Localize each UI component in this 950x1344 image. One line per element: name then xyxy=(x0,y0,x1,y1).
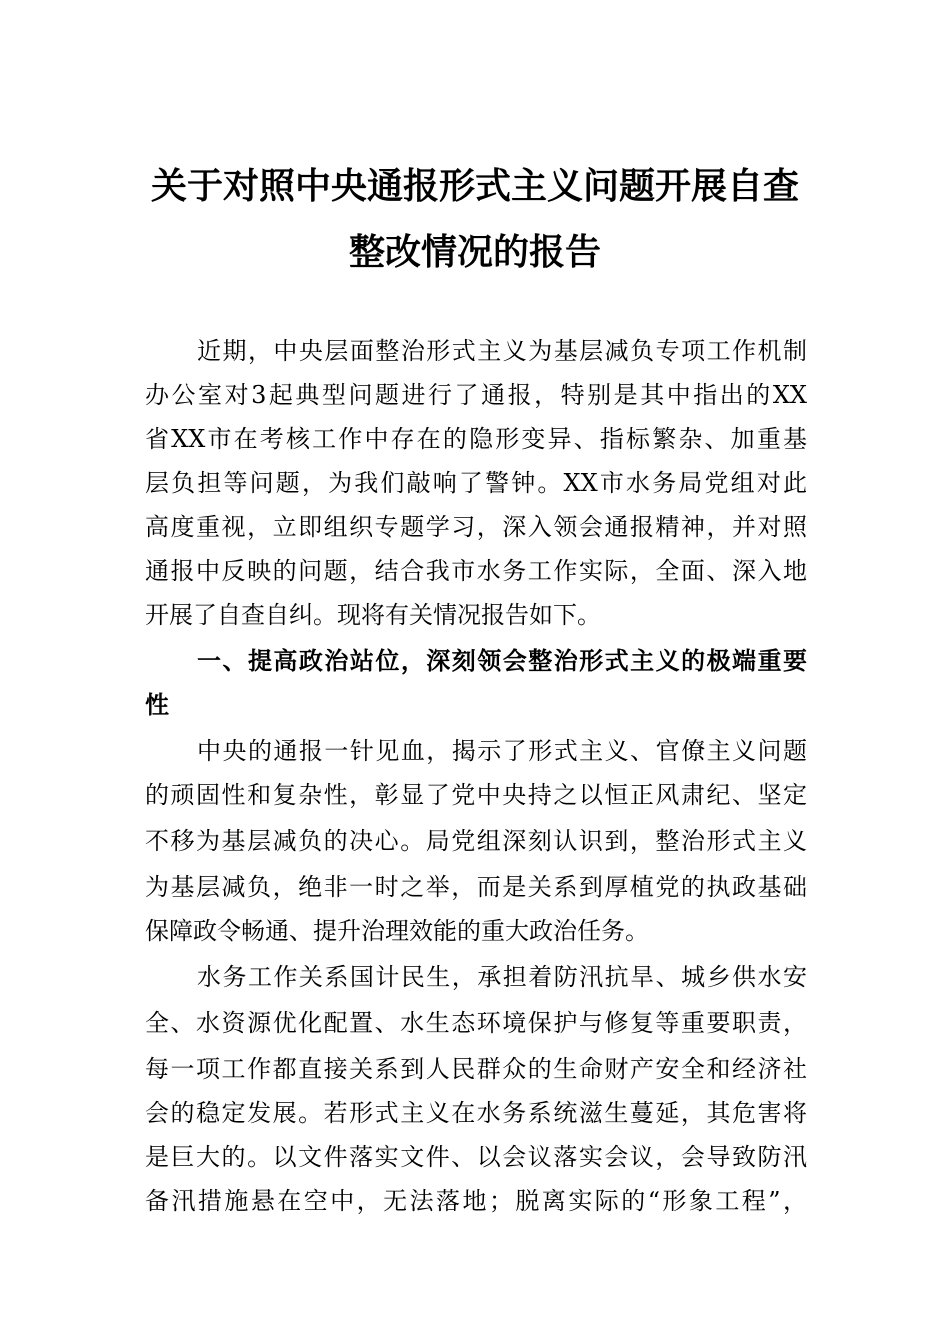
paragraph-3-line-2: 全、水资源优化配置、水生态环境保护与修复等重要职责， xyxy=(145,1009,807,1037)
paragraph-1-line-5: 高度重视，立即组织专题学习，深入领会通报精神，并对照 xyxy=(145,513,807,541)
document-title-line-1: 关于对照中央通报形式主义问题开展自查 xyxy=(150,165,799,207)
paragraph-3-line-3: 每一项工作都直接关系到人民群众的生命财产安全和经济社 xyxy=(145,1055,807,1083)
paragraph-1-line-6: 通报中反映的问题，结合我市水务工作实际，全面、深入地 xyxy=(145,557,807,585)
paragraph-1-line-2: 办公室对3起典型问题进行了通报，特别是其中指出的XX xyxy=(145,381,807,409)
paragraph-3-line-6: 备汛措施悬在空中，无法落地；脱离实际的“形象工程”， xyxy=(145,1187,807,1215)
paragraph-2-line-5: 保障政令畅通、提升治理效能的重大政治任务。 xyxy=(145,917,649,945)
paragraph-1-line-7: 开展了自查自纠。现将有关情况报告如下。 xyxy=(145,601,601,629)
document-title-line-2: 整改情况的报告 xyxy=(348,231,601,273)
paragraph-2-line-1: 中央的通报一针见血，揭示了形式主义、官僚主义问题 xyxy=(197,737,807,765)
section-heading-1-line-1: 一、提高政治站位，深刻领会整治形式主义的极端重要 xyxy=(197,647,807,675)
paragraph-3-line-1: 水务工作关系国计民生，承担着防汛抗旱、城乡供水安 xyxy=(197,963,807,991)
paragraph-1-line-4: 层负担等问题，为我们敲响了警钟。XX市水务局党组对此 xyxy=(145,469,807,497)
paragraph-2-line-2: 的顽固性和复杂性，彰显了党中央持之以恒正风肃纪、坚定 xyxy=(145,781,807,809)
paragraph-3-line-5: 是巨大的。以文件落实文件、以会议落实会议，会导致防汛 xyxy=(145,1143,807,1171)
paragraph-1-line-3: 省XX市在考核工作中存在的隐形变异、指标繁杂、加重基 xyxy=(145,425,807,453)
paragraph-1-line-1: 近期，中央层面整治形式主义为基层减负专项工作机制 xyxy=(197,337,807,365)
section-heading-1-line-2: 性 xyxy=(145,691,169,719)
paragraph-3-line-4: 会的稳定发展。若形式主义在水务系统滋生蔓延，其危害将 xyxy=(145,1099,807,1127)
paragraph-2-line-4: 为基层减负，绝非一时之举，而是关系到厚植党的执政基础 xyxy=(145,873,807,901)
paragraph-2-line-3: 不移为基层减负的决心。局党组深刻认识到，整治形式主义 xyxy=(145,827,807,855)
